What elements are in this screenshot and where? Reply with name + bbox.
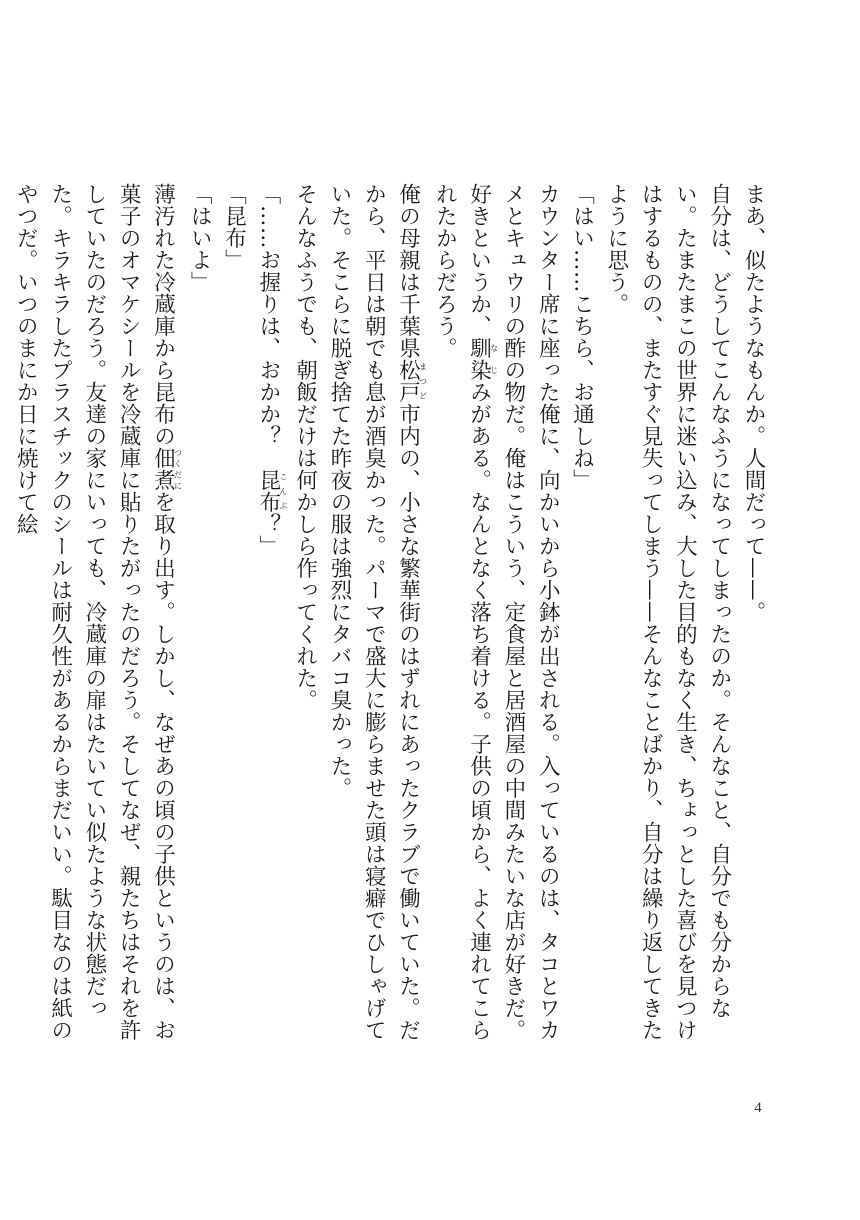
ruby-konbu-reading: こんぶ	[278, 469, 288, 513]
ruby-matsudo-base: 松戸	[395, 359, 421, 403]
paragraph-5-text-a: 俺の母親は千葉県	[395, 183, 421, 359]
paragraph-5	[322, 183, 427, 1058]
paragraph-4-text-a: カウンター席に座った俺に、向かいから小鉢が出される。入っているのは、タコとワカメとキュウリの酢の物だ。俺はこういう、定食屋と居酒屋の中間みたいな店が好きだ。好きというか、	[466, 183, 561, 1041]
ruby-konbu-base: 昆布	[255, 469, 281, 513]
ruby-matsudo-reading: まつど	[418, 359, 428, 403]
paragraph-6: そんなふうでも、朝飯だけは何かしら作ってくれた。	[292, 183, 318, 711]
paragraph-3: 「はい……こちら、お通しね」	[569, 183, 595, 491]
paragraph-7	[251, 183, 288, 1058]
paragraph-9: 「はいよ」	[187, 183, 213, 293]
paragraph-7-text-a: 「……お握りは、おかか？	[255, 183, 281, 469]
paragraph-1: まあ、似たようなもんか。人間だって——。	[741, 183, 766, 623]
ruby-matsudo	[395, 359, 428, 403]
paragraph-2: 自分は、どうしてこんなふうになってしまったのか。そんなこと、自分でも分からない。たまたまこの世界に迷い込み、大した目的もなく生き、ちょっとした喜びを見つけはするものの、またすぐ見失ってしまう——そんなことばかり、自分は繰り返してきたように思う。	[603, 183, 732, 1041]
paragraph-10-text-b: を取り出す。しかし、なぜあの頃の子供というのは、お菓子のオマケシールを冷蔵庫に貼りたがったのだろう。そしてなぜ、親たちはそれを許していたのだろう。友達の家にいっても、冷蔵庫の扉はたいてい似たような状態だった。キラキラしたプラスチックのシールは耐久性があるからまだいい。駄目なのは紙のやつだ。いつのまにか日に焼けて絵	[13, 183, 176, 1041]
paragraph-10-text-a: 薄汚れた冷蔵庫から昆布の	[150, 183, 176, 447]
ruby-tsukudani-reading: つくだに	[173, 447, 183, 491]
ruby-najimi	[466, 337, 499, 381]
paragraph-7-text-b: ？」	[255, 513, 281, 557]
ruby-najimi-base: 馴染	[466, 337, 492, 381]
paragraph-4	[427, 183, 564, 1058]
page-number: 4	[754, 1100, 762, 1116]
ruby-konbu	[255, 469, 288, 513]
paragraph-8: 「昆布」	[221, 183, 247, 271]
paragraph-10	[8, 183, 182, 1058]
ruby-tsukudani-base: 佃煮	[150, 447, 176, 491]
paragraph-5-text-b: 市内の、小さな繁華街のはずれにあったクラブで働いていた。だから、平日は朝でも息が酒臭かった。パーマで盛大に膨らませた頭は寝癖でひしゃげていた。そこらに脱ぎ捨てた昨夜の服は強烈にタバコ臭かった。	[326, 183, 421, 1041]
ruby-najimi-reading: なじ	[489, 337, 499, 381]
paragraph-4-text-b: みがある。なんとなく落ち着ける。子供の頃から、よく連れてこられたからだろう。	[432, 183, 492, 1041]
vertical-text-body	[13, 183, 770, 1058]
ruby-tsukudani	[150, 447, 183, 491]
